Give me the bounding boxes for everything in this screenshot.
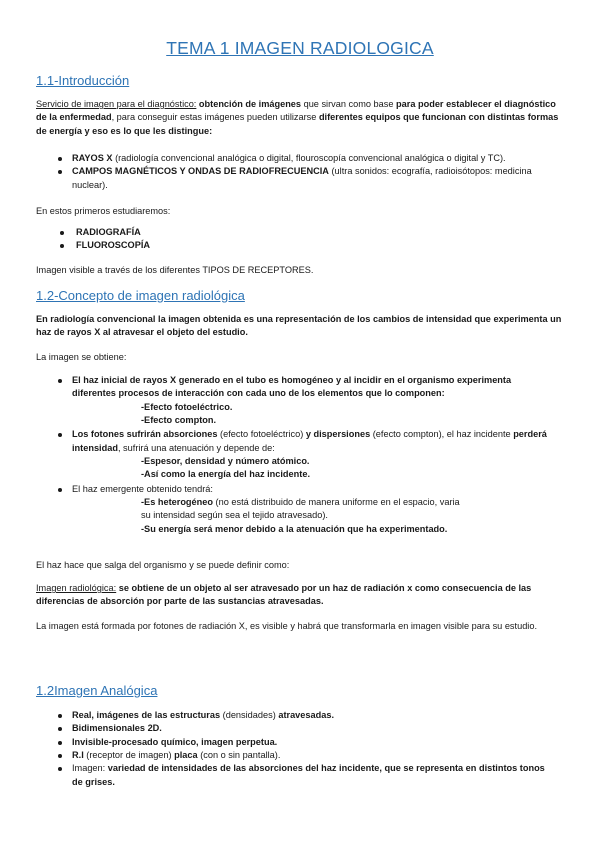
bullet-icon <box>58 157 62 161</box>
sub-item: -Espesor, densidad y número atómico. <box>141 456 310 467</box>
receptors-paragraph: Imagen visible a través de los diferentes TIPOS DE RECEPTORES. <box>36 265 314 275</box>
section-heading-concepto: 1.2-Concepto de imagen radiológica <box>36 288 245 303</box>
item-bold: El haz inicial de rayos X generado en el tubo es homogéneo y al incidir en el organismo experimenta diferentes procesos de interacción con cada uno de los elementos que lo componen: <box>72 375 512 399</box>
concept-paragraph: En radiología convencional la imagen obtenida es una representación de los cambios de intensidad que experimenta un haz de rayos X al atravesar el objeto del estudio. <box>36 314 562 338</box>
process-list <box>36 374 556 536</box>
page-title: TEMA 1 IMAGEN RADIOLOGICA <box>166 38 434 58</box>
intro-text-e: diferentes equipos que funcionan con distintas formas de energía y eso es lo que les distingue: <box>36 112 559 136</box>
intro-label: Servicio de imagen para el diagnóstico: <box>36 99 197 109</box>
item-text: (radiología convencional analógica o digital, flouroscopía convencional analógica o digital y TC). <box>112 153 506 163</box>
item-bold: variedad de intensidades de las absorciones del haz incidente, que se representa en distintos tonos de grises. <box>72 763 545 787</box>
item-text: (efecto compton), el haz incidente <box>370 429 514 440</box>
obtain-paragraph: La imagen se obtiene: <box>36 352 127 362</box>
formation-paragraph: La imagen está formada por fotones de radiación X, es visible y habrá que transformarla en imagen visible para su estudio. <box>36 621 538 631</box>
item-text: (densidades) <box>220 710 279 720</box>
bullet-icon <box>60 244 64 248</box>
study-paragraph: En estos primeros estudiaremos: <box>36 206 171 216</box>
sub-item: -Efecto fotoeléctrico. <box>141 401 233 412</box>
bullet-icon <box>58 379 62 383</box>
bullet-icon <box>58 727 62 731</box>
sub-item: -Así como la energía del haz incidente. <box>141 469 310 480</box>
intro-text-c: para poder establecer el diagnóstico de la enfermedad <box>36 99 556 123</box>
item-bold: FLUOROSCOPÍA <box>76 240 151 251</box>
list-item <box>36 736 556 749</box>
intro-text-b: que sirvan como base <box>301 99 397 109</box>
definition-paragraph <box>36 582 566 609</box>
list-item <box>36 749 556 762</box>
item-bold: RADIOGRAFÍA <box>76 227 141 237</box>
bullet-icon <box>58 741 62 745</box>
list-item <box>36 239 556 252</box>
item-bold: Invisible-procesado químico, imagen perpetua. <box>72 736 278 747</box>
item-bold: Bidimensionales 2D. <box>72 723 162 734</box>
bullet-icon <box>58 767 62 771</box>
item-text: El haz emergente obtenido tendrá: <box>72 483 213 494</box>
item-bold: RAYOS X <box>72 153 113 163</box>
item-bold: Los fotones sufrirán absorciones <box>72 429 218 440</box>
definition-intro: El haz hace que salga del organismo y se puede definir como: <box>36 560 290 570</box>
section-heading-analogica: 1.2Imagen Analógica <box>36 683 158 698</box>
list-item <box>36 709 556 722</box>
item-bold: Real, imágenes de las estructuras <box>72 710 221 720</box>
list-item <box>36 762 556 789</box>
item-text: Imagen: <box>72 763 108 774</box>
item-bold: perderá intensidad <box>72 429 547 453</box>
sub-item: -Su energía será menor debido a la atenuación que ha experimentado. <box>141 523 448 534</box>
item-bold: y dispersiones <box>305 429 371 440</box>
intro-text-d: , para conseguir estas imágenes pueden utilizarse <box>111 112 319 123</box>
section-heading-introduccion: 1.1-Introducción <box>36 73 130 88</box>
item-text: (con o sin pantalla). <box>197 750 281 761</box>
bullet-icon <box>58 433 62 437</box>
energy-list <box>36 152 556 192</box>
intro-paragraph <box>36 98 566 138</box>
bullet-icon <box>58 488 62 492</box>
item-bold: CAMPOS MAGNÉTICOS Y ONDAS DE RADIOFRECUENCIA <box>72 166 329 177</box>
bullet-icon <box>58 754 62 758</box>
definition-text: se obtiene de un objeto al ser atravesado por un haz de radiación x como consecuencia de las diferencias de absorción por parte de las sustancias atravesadas. <box>36 583 532 607</box>
sub-item-text: (no está distribuido de manera uniforme en el espacio, varia su intensidad según sea el tejido atravesado). <box>141 497 460 521</box>
item-text: (ultra sonidos: ecografía, radioisótopos: medicina nuclear). <box>72 166 532 190</box>
list-item <box>36 152 556 165</box>
study-list <box>36 226 556 253</box>
item-bold: R.I <box>72 750 84 761</box>
bullet-icon <box>58 714 62 718</box>
list-item <box>36 428 556 481</box>
bullet-icon <box>58 170 62 174</box>
sub-item <box>72 496 471 523</box>
item-bold: atravesadas. <box>278 710 335 720</box>
intro-text-a: obtención de imágenes <box>196 99 302 109</box>
analog-list <box>36 709 556 789</box>
definition-label: Imagen radiológica: <box>36 583 117 593</box>
list-item <box>36 374 556 427</box>
item-text: , sufrirá una atenuación y depende de: <box>117 442 275 453</box>
list-item <box>36 483 556 536</box>
item-bold: placa <box>174 750 198 761</box>
item-text: (efecto fotoeléctrico) <box>217 429 306 440</box>
bullet-icon <box>60 231 64 235</box>
item-text: (receptor de imagen) <box>83 750 175 761</box>
list-item <box>36 165 556 192</box>
sub-item-bold: -Es heterogéneo <box>141 497 213 508</box>
list-item <box>36 226 556 239</box>
sub-item: -Efecto compton. <box>141 415 217 426</box>
list-item <box>36 722 556 735</box>
